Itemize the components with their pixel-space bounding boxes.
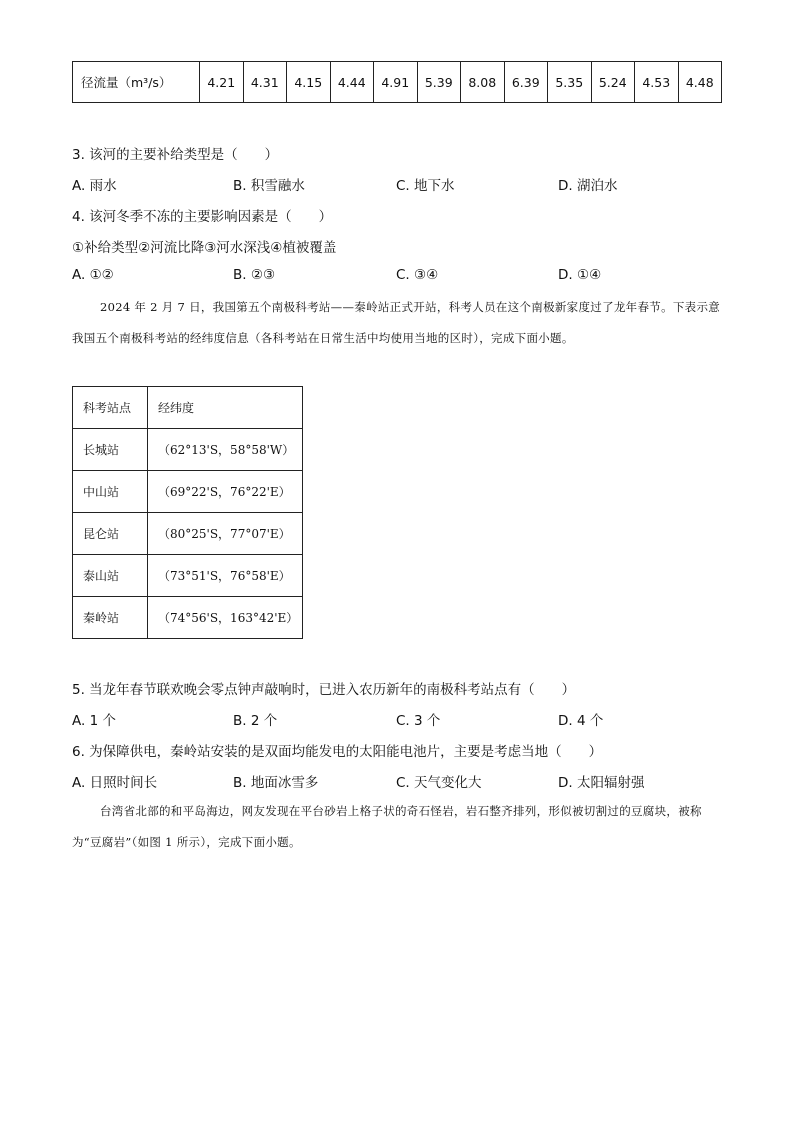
station-name: 泰山站 bbox=[73, 555, 148, 597]
q6-option-a[interactable]: A. 日照时间长 bbox=[72, 775, 158, 791]
runoff-value: 5.35 bbox=[548, 62, 592, 103]
q4-option-b[interactable]: B. ②③ bbox=[233, 267, 276, 283]
table-header-row bbox=[73, 387, 303, 429]
q4-option-d[interactable]: D. ①④ bbox=[558, 267, 602, 283]
runoff-value: 6.39 bbox=[504, 62, 548, 103]
runoff-value: 4.15 bbox=[287, 62, 331, 103]
station-table bbox=[72, 386, 303, 639]
q6-option-d[interactable]: D. 太阳辐射强 bbox=[558, 775, 645, 791]
runoff-value: 4.91 bbox=[374, 62, 418, 103]
runoff-value: 4.44 bbox=[330, 62, 374, 103]
table-row bbox=[73, 555, 303, 597]
runoff-value: 4.53 bbox=[635, 62, 679, 103]
runoff-value: 8.08 bbox=[461, 62, 505, 103]
q6-option-b[interactable]: B. 地面冰雪多 bbox=[233, 775, 319, 791]
passage-tofu-rock: 台湾省北部的和平岛海边，网友发现在平台砂岩上格子状的奇石怪岩，岩石整齐排列，形似被切割过的豆腐块，被称为“豆腐岩”（如图 1 所示），完成下面小题。 bbox=[72, 804, 702, 849]
passage-antarctic-stations: 2024 年 2 月 7 日，我国第五个南极科考站——秦岭站正式开站，科考人员在这个南极新家度过了龙年春节。下表示意我国五个南极科考站的经纬度信息（各科考站在日常生活中均使用当地的区时），完成下面小题。 bbox=[72, 300, 721, 345]
table-row bbox=[73, 597, 303, 639]
station-name: 中山站 bbox=[73, 471, 148, 513]
q5-option-a[interactable]: A. 1 个 bbox=[72, 713, 116, 729]
station-name: 长城站 bbox=[73, 429, 148, 471]
column-header: 经纬度 bbox=[148, 387, 303, 429]
question-4-stem: 4. 该河冬季不冻的主要影响因素是（ ） bbox=[72, 209, 333, 225]
station-coordinates: （74°56'S，163°42'E） bbox=[148, 597, 303, 639]
q3-option-d[interactable]: D. 湖泊水 bbox=[558, 178, 618, 194]
q5-option-c[interactable]: C. 3 个 bbox=[396, 713, 441, 729]
q3-option-b[interactable]: B. 积雪融水 bbox=[233, 178, 305, 194]
runoff-value: 4.31 bbox=[243, 62, 287, 103]
q3-option-c[interactable]: C. 地下水 bbox=[396, 178, 455, 194]
runoff-value: 5.39 bbox=[417, 62, 461, 103]
table-row bbox=[73, 513, 303, 555]
station-name: 秦岭站 bbox=[73, 597, 148, 639]
runoff-value: 4.21 bbox=[200, 62, 244, 103]
table-row bbox=[73, 471, 303, 513]
runoff-value: 5.24 bbox=[591, 62, 635, 103]
question-4-items: ①补给类型②河流比降③河水深浅④植被覆盖 bbox=[72, 240, 337, 256]
station-coordinates: （62°13'S，58°58'W） bbox=[148, 429, 303, 471]
q4-option-c[interactable]: C. ③④ bbox=[396, 267, 439, 283]
column-header: 科考站点 bbox=[73, 387, 148, 429]
q4-option-a[interactable]: A. ①② bbox=[72, 267, 114, 283]
runoff-table bbox=[72, 61, 722, 103]
station-coordinates: （80°25'S，77°07'E） bbox=[148, 513, 303, 555]
q5-option-d[interactable]: D. 4 个 bbox=[558, 713, 604, 729]
station-name: 昆仑站 bbox=[73, 513, 148, 555]
runoff-label: 径流量（m³/s） bbox=[73, 62, 200, 103]
q3-option-a[interactable]: A. 雨水 bbox=[72, 178, 117, 194]
station-coordinates: （69°22'S，76°22'E） bbox=[148, 471, 303, 513]
question-6-stem: 6. 为保障供电，秦岭站安装的是双面均能发电的太阳能电池片，主要是考虑当地（ ） bbox=[72, 744, 603, 760]
table-row bbox=[73, 429, 303, 471]
q6-option-c[interactable]: C. 天气变化大 bbox=[396, 775, 482, 791]
q5-option-b[interactable]: B. 2 个 bbox=[233, 713, 278, 729]
question-3-stem: 3. 该河的主要补给类型是（ ） bbox=[72, 147, 279, 163]
question-5-stem: 5. 当龙年春节联欢晚会零点钟声敲响时，已进入农历新年的南极科考站点有（ ） bbox=[72, 682, 576, 698]
table-row bbox=[73, 62, 722, 103]
station-coordinates: （73°51'S，76°58'E） bbox=[148, 555, 303, 597]
runoff-value: 4.48 bbox=[678, 62, 722, 103]
